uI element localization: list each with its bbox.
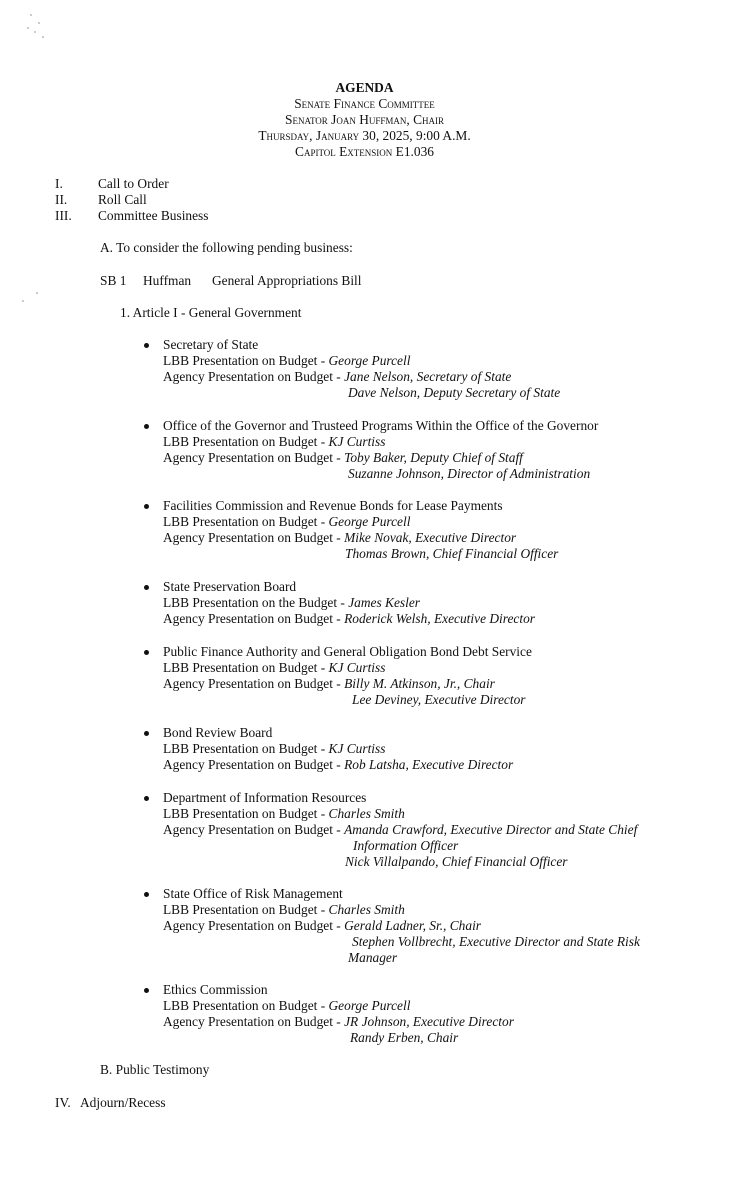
- presenter: Lee Deviney, Executive Director: [352, 692, 526, 707]
- agency-line: Agency Presentation on Budget - JR Johnson, Executive Director: [163, 1014, 514, 1029]
- lbb-line: LBB Presentation on Budget - Charles Smith: [163, 806, 405, 821]
- agency-name: Secretary of State: [163, 337, 259, 352]
- bullet-icon: [144, 988, 149, 993]
- lbb-line: LBB Presentation on Budget - George Purcell: [163, 514, 411, 529]
- lbb-line: LBB Presentation on Budget - KJ Curtiss: [163, 741, 386, 756]
- lbb-line: LBB Presentation on Budget - George Purcell: [163, 353, 411, 368]
- agenda-title: AGENDA: [335, 80, 394, 95]
- bullet-icon: [144, 585, 149, 590]
- section-b: B. Public Testimony: [100, 1062, 210, 1077]
- agency-line: Agency Presentation on Budget - Amanda Crawford, Executive Director and State Chief: [163, 822, 638, 837]
- presenter: Dave Nelson, Deputy Secretary of State: [348, 385, 561, 400]
- lbb-line: LBB Presentation on Budget - George Purcell: [163, 998, 411, 1013]
- agency-name: Department of Information Resources: [163, 790, 367, 805]
- bullet-icon: [144, 343, 149, 348]
- item-number: IV.: [55, 1095, 71, 1110]
- agency-name: Public Finance Authority and General Obligation Bond Debt Service: [163, 644, 532, 659]
- meeting-datetime: Thursday, January 30, 2025, 9:00 A.M.: [258, 128, 471, 143]
- agency-name: Facilities Commission and Revenue Bonds for Lease Payments: [163, 498, 503, 513]
- presenter: Suzanne Johnson, Director of Administration: [348, 466, 591, 481]
- agency-name: Office of the Governor and Trusteed Programs Within the Office of the Governor: [163, 418, 599, 433]
- presenter: Thomas Brown, Chief Financial Officer: [345, 546, 559, 561]
- committee-chair: Senator Joan Huffman, Chair: [285, 112, 444, 127]
- agency-line: Agency Presentation on Budget - Billy M. Atkinson, Jr., Chair: [163, 676, 495, 691]
- item-text: Roll Call: [98, 192, 147, 207]
- bullet-icon: [144, 504, 149, 509]
- agency-line: Agency Presentation on Budget - Roderick Welsh, Executive Director: [163, 611, 535, 626]
- presenter: Nick Villalpando, Chief Financial Officer: [345, 854, 568, 869]
- lbb-line: LBB Presentation on the Budget - James Kesler: [163, 595, 420, 610]
- agency-line: Agency Presentation on Budget - Jane Nelson, Secretary of State: [163, 369, 512, 384]
- agency-line: Agency Presentation on Budget - Gerald Ladner, Sr., Chair: [163, 918, 482, 933]
- bullet-icon: [144, 650, 149, 655]
- committee-name: Senate Finance Committee: [294, 96, 435, 111]
- item-text: Adjourn/Recess: [80, 1095, 166, 1110]
- bullet-icon: [144, 796, 149, 801]
- agency-name: State Office of Risk Management: [163, 886, 343, 901]
- lbb-line: LBB Presentation on Budget - KJ Curtiss: [163, 434, 386, 449]
- presenter: Stephen Vollbrecht, Executive Director and State Risk: [352, 934, 640, 949]
- agency-name: State Preservation Board: [163, 579, 297, 594]
- lbb-line: LBB Presentation on Budget - KJ Curtiss: [163, 660, 386, 675]
- item-number: II.: [55, 192, 68, 207]
- presenter: Information Officer: [353, 838, 459, 853]
- presenter: Randy Erben, Chair: [350, 1030, 459, 1045]
- bullet-icon: [144, 424, 149, 429]
- agency-name: Bond Review Board: [163, 725, 273, 740]
- article-heading: 1. Article I - General Government: [120, 305, 302, 320]
- bill-author: Huffman: [143, 273, 192, 288]
- meeting-location: Capitol Extension E1.036: [295, 144, 434, 159]
- agency-line: Agency Presentation on Budget - Mike Novak, Executive Director: [163, 530, 517, 545]
- lbb-line: LBB Presentation on Budget - Charles Smith: [163, 902, 405, 917]
- bill-id: SB 1: [100, 273, 127, 288]
- agency-line: Agency Presentation on Budget - Toby Baker, Deputy Chief of Staff: [163, 450, 523, 465]
- bullet-icon: [144, 892, 149, 897]
- section-a: A. To consider the following pending business:: [100, 240, 353, 255]
- item-text: Committee Business: [98, 208, 209, 223]
- presenter: Manager: [348, 950, 398, 965]
- bill-title: General Appropriations Bill: [212, 273, 362, 288]
- bullet-icon: [144, 731, 149, 736]
- agency-line: Agency Presentation on Budget - Rob Latsha, Executive Director: [163, 757, 514, 772]
- item-number: I.: [55, 176, 63, 191]
- item-number: III.: [55, 208, 72, 223]
- item-text: Call to Order: [98, 176, 169, 191]
- agency-name: Ethics Commission: [163, 982, 268, 997]
